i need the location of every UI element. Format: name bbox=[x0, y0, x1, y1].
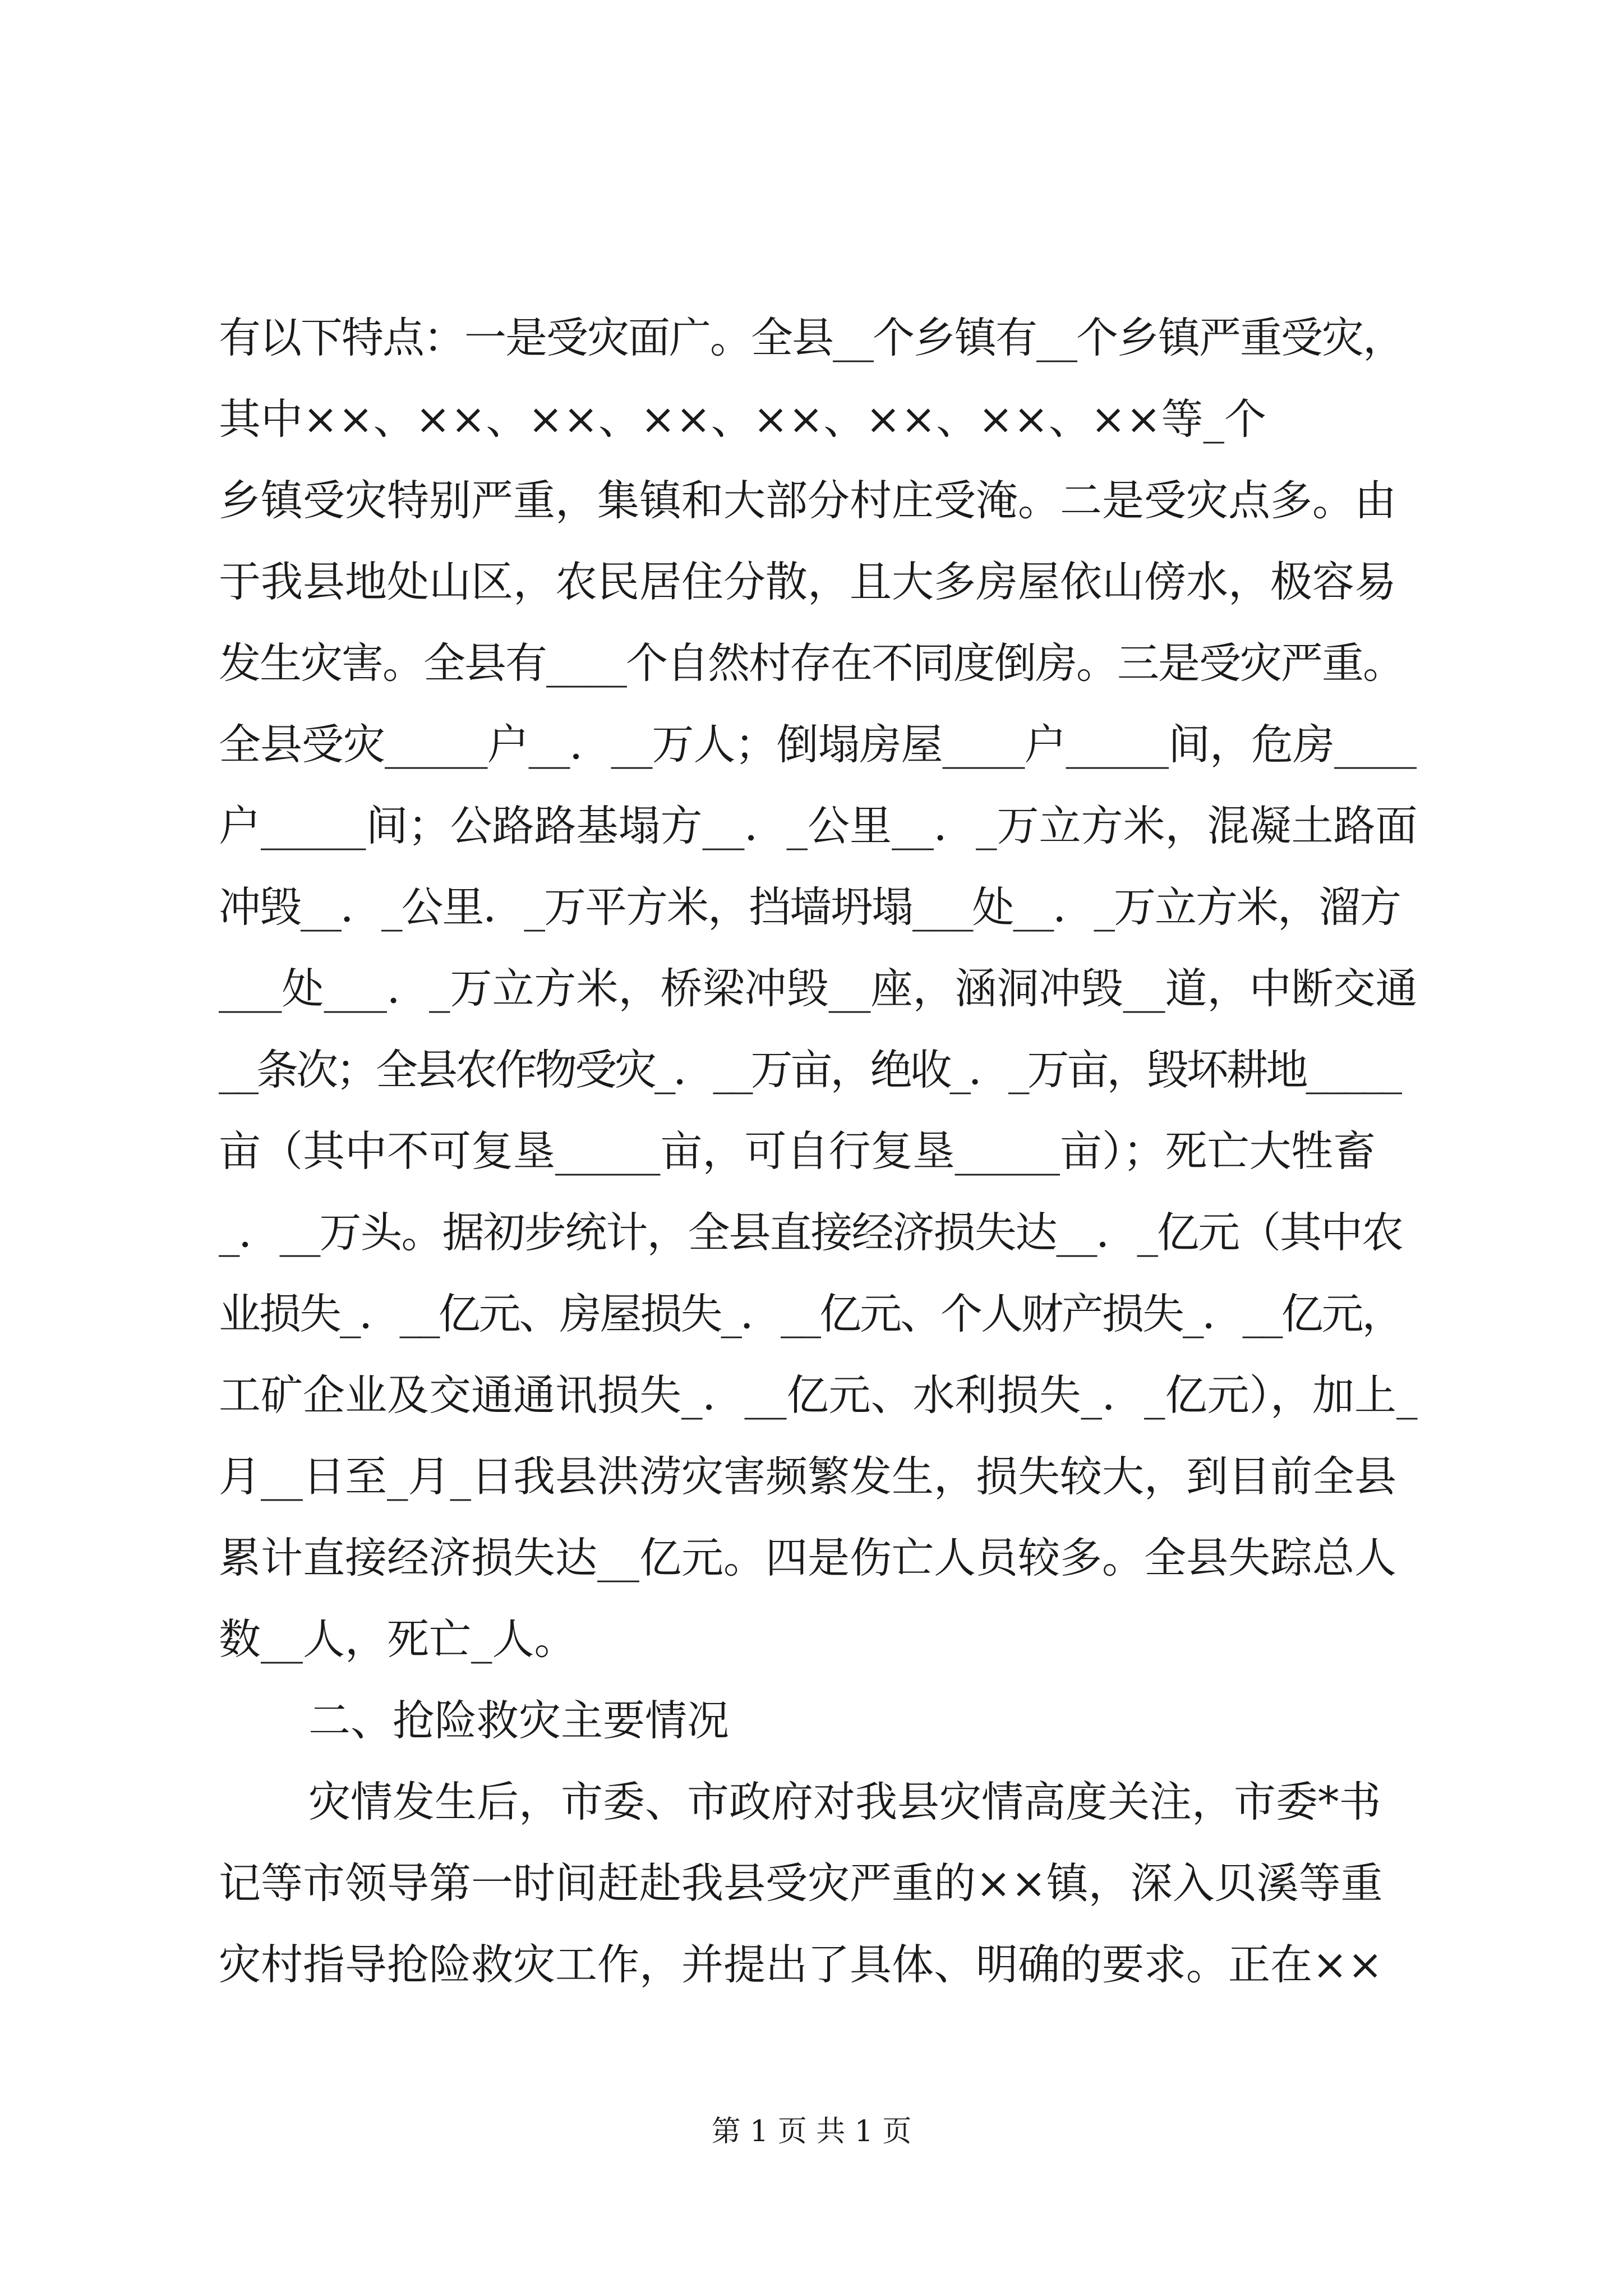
body-line-13: 业损失_．__亿元、房屋损失_．__亿元、个人财产损失_．__亿元， bbox=[219, 1289, 1403, 1338]
body-line-21: 灾村指导抢险救灾工作，并提出了具体、明确的要求。正在×× bbox=[219, 1940, 1383, 1989]
section-heading: 二、抢险救灾主要情况 bbox=[308, 1696, 730, 1745]
body-line-15: 月__日至_月_日我县洪涝灾害频繁发生，损失较大，到目前全县 bbox=[219, 1452, 1397, 1501]
body-line-10: __条次；全县农作物受灾_．__万亩，绝收_．_万亩，毁坏耕地_____ bbox=[219, 1045, 1400, 1094]
body-line-11: 亩（其中不可复垦_____亩，可自行复垦_____亩）；死亡大牲畜 bbox=[219, 1126, 1376, 1176]
body-line-8: 冲毁__．_公里．_万平方米，挡墙坍塌___处__．_万立方米，溜方 bbox=[219, 882, 1401, 932]
body-line-20: 记等市领导第一时间赶赴我县受灾严重的××镇，深入贝溪等重 bbox=[219, 1858, 1383, 1908]
body-line-4: 于我县地处山区，农民居住分散，且大多房屋依山傍水，极容易 bbox=[219, 557, 1397, 606]
body-line-12: _．__万头。据初步统计，全县直接经济损失达__．_亿元（其中农 bbox=[219, 1208, 1403, 1257]
body-line-2: 其中××、××、××、××、××、××、××、××等_个 bbox=[219, 394, 1266, 444]
body-line-5: 发生灾害。全县有____个自然村存在不同度倒房。三是受灾严重。 bbox=[219, 638, 1404, 688]
body-line-1: 有以下特点：一是受灾面广。全县__个乡镇有__个乡镇严重受灾， bbox=[219, 313, 1404, 362]
body-line-17: 数__人，死亡_人。 bbox=[219, 1614, 577, 1664]
body-line-16: 累计直接经济损失达__亿元。四是伤亡人员较多。全县失踪总人 bbox=[219, 1533, 1397, 1582]
body-line-6: 全县受灾_____户__．__万人；倒塌房屋____户_____间，危房____ bbox=[219, 720, 1417, 769]
page-footer: 第 1 页 共 1 页 bbox=[711, 2115, 912, 2148]
document-body bbox=[219, 297, 1419, 2005]
body-line-19: 灾情发生后，市委、市政府对我县灾情高度关注，市委*书 bbox=[308, 1777, 1381, 1826]
body-line-3: 乡镇受灾特别严重，集镇和大部分村庄受淹。二是受灾点多。由 bbox=[219, 476, 1397, 525]
body-line-14: 工矿企业及交通通讯损失_．__亿元、水利损失_．_亿元），加上_ bbox=[219, 1370, 1418, 1420]
body-line-9: ___处___．_万立方米，桥梁冲毁__座，涵洞冲毁__道，中断交通 bbox=[219, 964, 1418, 1013]
body-line-7: 户_____间；公路路基塌方__．_公里__．_万立方米，混凝土路面 bbox=[219, 801, 1418, 850]
